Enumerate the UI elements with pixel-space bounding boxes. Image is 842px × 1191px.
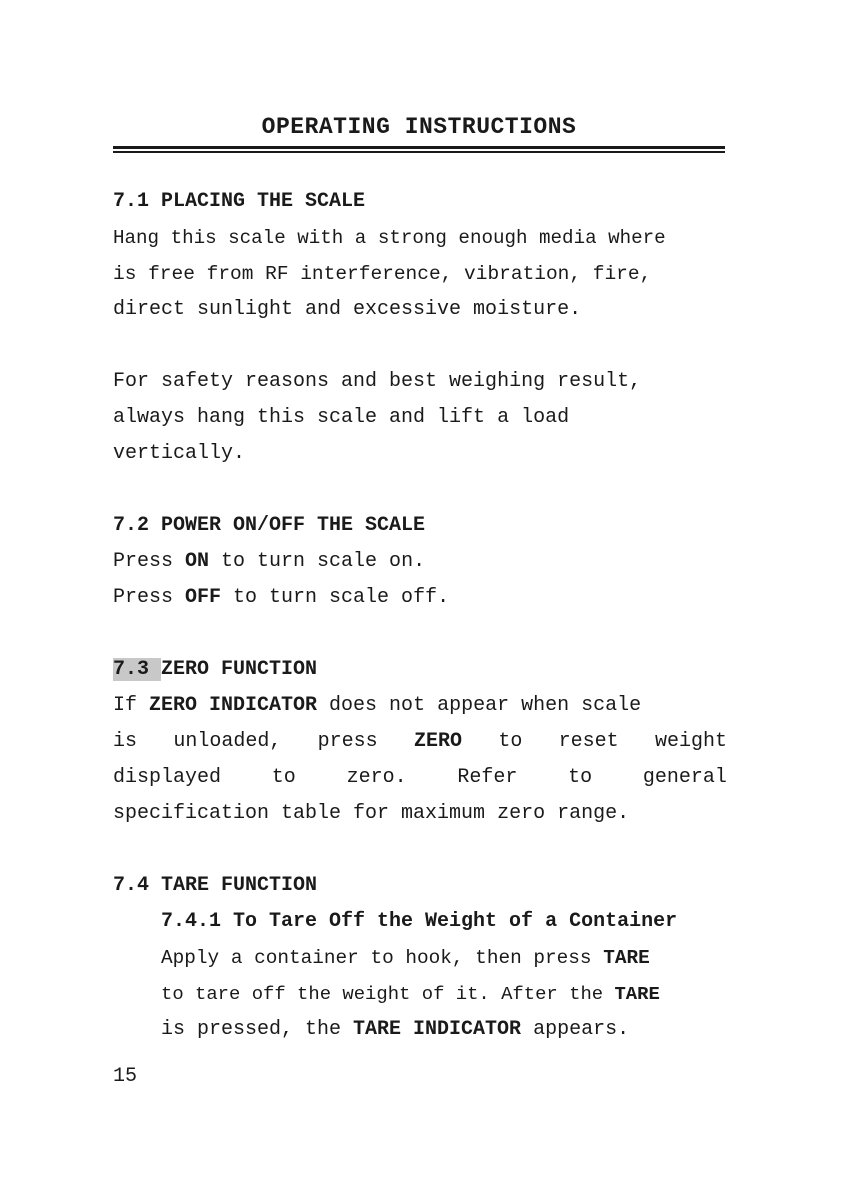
off-key-label: OFF — [185, 586, 222, 609]
text-line: is free from RF interference, vibration, fire, — [113, 263, 652, 285]
text-line: direct sunlight and excessive moisture. — [113, 298, 582, 321]
text-line: specification table for maximum zero range. — [113, 802, 630, 825]
text-line: to tare off the weight of it. After the TARE — [161, 983, 660, 1005]
text-line: is pressed, the TARE INDICATOR appears. — [161, 1018, 630, 1041]
zero-indicator-label: ZERO INDICATOR — [149, 694, 318, 717]
tare-indicator-label: TARE INDICATOR — [353, 1018, 522, 1041]
section-number-highlight: 7.3 — [113, 658, 161, 681]
section-7-3-paragraph — [113, 688, 727, 832]
tare-key-label: TARE — [614, 983, 660, 1005]
text-line: always hang this scale and lift a load — [113, 406, 570, 429]
on-key-label: ON — [185, 550, 210, 573]
text-line-justified: displayed to zero. Refer to general — [113, 766, 727, 789]
section-7-1-heading: 7.1 PLACING THE SCALE — [113, 190, 366, 213]
section-7-1-paragraph-1 — [113, 220, 727, 328]
page-number: 15 — [113, 1065, 138, 1088]
section-7-1-paragraph-2 — [113, 364, 727, 472]
text-line: Apply a container to hook, then press TARE — [161, 947, 650, 969]
subsection-7-4-1-heading: 7.4.1 To Tare Off the Weight of a Container — [161, 910, 678, 933]
section-7-2-paragraph — [113, 544, 727, 616]
text-line: For safety reasons and best weighing result, — [113, 370, 642, 393]
text-line: vertically. — [113, 442, 246, 465]
title-rule-bottom — [113, 151, 725, 153]
section-7-2-heading: 7.2 POWER ON/OFF THE SCALE — [113, 514, 426, 537]
text-line: If ZERO INDICATOR does not appear when scale — [113, 694, 642, 717]
section-7-4-heading: 7.4 TARE FUNCTION — [113, 874, 318, 897]
text-line: Hang this scale with a strong enough media where — [113, 227, 666, 249]
text-line: Press OFF to turn scale off. — [113, 586, 450, 609]
page-title: OPERATING INSTRUCTIONS — [261, 114, 577, 140]
subsection-7-4-1-paragraph — [161, 940, 727, 1048]
text-line-justified: is unloaded, press ZERO to reset weight — [113, 724, 727, 760]
zero-key-label: ZERO — [414, 730, 463, 753]
section-7-3-heading: 7.3 ZERO FUNCTION — [113, 658, 318, 681]
title-rule-top — [113, 146, 725, 149]
text-line: Press ON to turn scale on. — [113, 550, 426, 573]
tare-key-label: TARE — [603, 947, 650, 969]
